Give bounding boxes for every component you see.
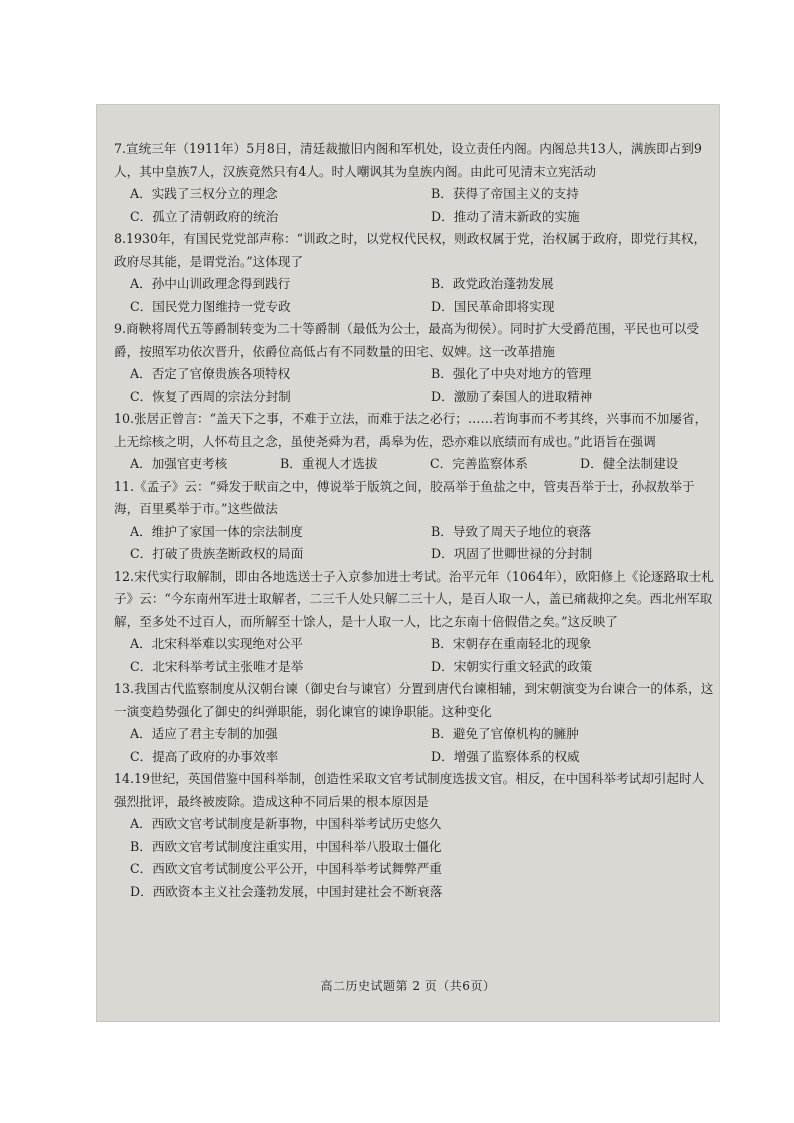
page-footer: 高二历史试题第 2 页（共6页） — [320, 979, 496, 993]
option-c[interactable]: C．提高了政府的办事效率 — [130, 748, 279, 764]
question-stem: 13.我国古代监察制度从汉朝台谏（御史台与谏官）分置到唐代台谏相辅，到宋朝演变为台谏合一的体系，这一演变趋势强化了御史的纠弹职能，弱化谏官的谏诤职能。这种变化 — [114, 681, 714, 719]
question-13 — [114, 678, 714, 768]
option-d[interactable]: D．巩固了世卿世禄的分封制 — [431, 546, 593, 561]
question-stem: 9.商鞅将周代五等爵制转变为二十等爵制（最低为公士，最高为彻侯）。同时扩大受爵范围，平民也可以受爵，按照军功依次晋升，依爵位高低占有不同数量的田宅、奴婢。这一改革措施 — [114, 321, 700, 359]
option-a[interactable]: A．适应了君主专制的加强 — [130, 726, 278, 741]
options — [130, 521, 714, 566]
option-d[interactable]: D．健全法制建设 — [580, 456, 679, 471]
options — [130, 183, 714, 228]
options — [130, 453, 714, 476]
option-d[interactable]: D．增强了监察体系的权威 — [431, 748, 580, 764]
options — [130, 363, 714, 408]
option-b[interactable]: B．导致了周天子地位的衰落 — [431, 523, 592, 539]
question-11 — [114, 476, 714, 566]
question-stem: 7.宣统三年（1911年）5月8日，清廷裁撤旧内阁和军机处，设立责任内阁。内阁总共13人，满族即占到9人，其中皇族7人，汉族竟然只有4人。时人嘲讽其为皇族内阁。由此可见清末立宪活动 — [114, 141, 702, 179]
question-10 — [114, 408, 714, 476]
option-d[interactable]: D．推动了清末新政的实施 — [431, 208, 580, 224]
option-c[interactable]: C．国民党力图维持一党专政 — [130, 298, 291, 314]
option-b[interactable]: B．获得了帝国主义的支持 — [431, 186, 579, 201]
question-stem: 12.宋代实行取解制，即由各地选送士子入京参加进士考试。治平元年（1064年），欧阳修上《论逐路取士札子》云：“今东南州军进士取解者，二三千人处只解二三十人，是百人取一人，盖已痛裁抑之矣。西北州军取解，至多处不过百人，而所解至十馀人，是十人取一人，比之东南十倍假借之矣。”这反映了 — [114, 568, 714, 629]
option-d[interactable]: D．西欧资本主义社会蓬勃发展，中国封建社会不断衰落 — [130, 883, 443, 899]
question-stem: 14.19世纪，英国借鉴中国科举制，创造性采取文官考试制度选拔文官。相反，在中国科举考试却引起时人强烈批评，最终被废除。造成这种不同后果的根本原因是 — [114, 771, 705, 809]
option-c[interactable]: C．完善监察体系 — [430, 456, 528, 471]
option-c[interactable]: C．恢复了西周的宗法分封制 — [130, 388, 291, 404]
question-stem: 11.《孟子》云：“舜发于畎亩之中，傅说举于版筑之间，胶鬲举于鱼盐之中，管夷吾举于士，孙叔敖举于海，百里奚举于市。”这些做法 — [114, 478, 695, 516]
option-b[interactable]: B．避免了官僚机构的臃肿 — [431, 726, 579, 741]
option-a[interactable]: A．否定了官僚贵族各项特权 — [130, 366, 291, 381]
option-b[interactable]: B．政党政治蓬勃发展 — [431, 276, 554, 291]
option-b[interactable]: B．宋朝存在重南轻北的现象 — [431, 636, 592, 651]
question-12 — [114, 566, 714, 679]
question-7 — [114, 138, 714, 228]
option-a[interactable]: A．孙中山训政理念得到践行 — [130, 276, 291, 291]
option-c[interactable]: C．西欧文官考试制度公平公开，中国科举考试舞弊严重 — [130, 861, 442, 876]
options — [130, 633, 714, 678]
options — [130, 813, 714, 903]
option-b[interactable]: B．西欧文官考试制度注重实用，中国科举八股取士僵化 — [130, 838, 442, 854]
option-d[interactable]: D．国民革命即将实现 — [431, 298, 555, 314]
option-b[interactable]: B．重视人才选拔 — [280, 456, 378, 471]
question-stem: 10.张居正曾言：“盖天下之事，不难于立法，而难于法之必行；……若询事而不考其终，兴事而不加屡省，上无综核之明，人怀苟且之念，虽使尧舜为君，禹皋为佐，恐亦难以底绩而有成也。”此语旨在强调 — [114, 411, 708, 449]
question-14 — [114, 768, 714, 903]
option-a[interactable]: A．实践了三权分立的理念 — [130, 186, 278, 201]
option-c[interactable]: C．孤立了清朝政府的统治 — [130, 208, 279, 224]
question-9 — [114, 318, 714, 408]
option-b[interactable]: B．强化了中央对地方的管理 — [431, 366, 592, 381]
exam-page — [96, 104, 720, 1022]
option-a[interactable]: A．维护了家国一体的宗法制度 — [130, 523, 303, 539]
options — [130, 273, 714, 318]
question-list — [114, 138, 714, 903]
question-8 — [114, 228, 714, 318]
option-a[interactable]: A．西欧文官考试制度是新事物，中国科举考试历史悠久 — [130, 816, 442, 831]
question-stem: 8.1930年，有国民党党部声称：“训政之时，以党权代民权，则政权属于党，治权属于政府，即党行其权，政府尽其能，是谓党治。”这体现了 — [114, 231, 707, 269]
option-d[interactable]: D．宋朝实行重文轻武的政策 — [431, 658, 593, 674]
options — [130, 723, 714, 768]
option-a[interactable]: A．加强官吏考核 — [130, 456, 228, 471]
option-d[interactable]: D．激励了秦国人的进取精神 — [431, 388, 593, 404]
option-a[interactable]: A．北宋科举难以实现绝对公平 — [130, 636, 303, 651]
option-c[interactable]: C．北宋科举考试主张唯才是举 — [130, 658, 304, 674]
option-c[interactable]: C．打破了贵族垄断政权的局面 — [130, 546, 304, 561]
